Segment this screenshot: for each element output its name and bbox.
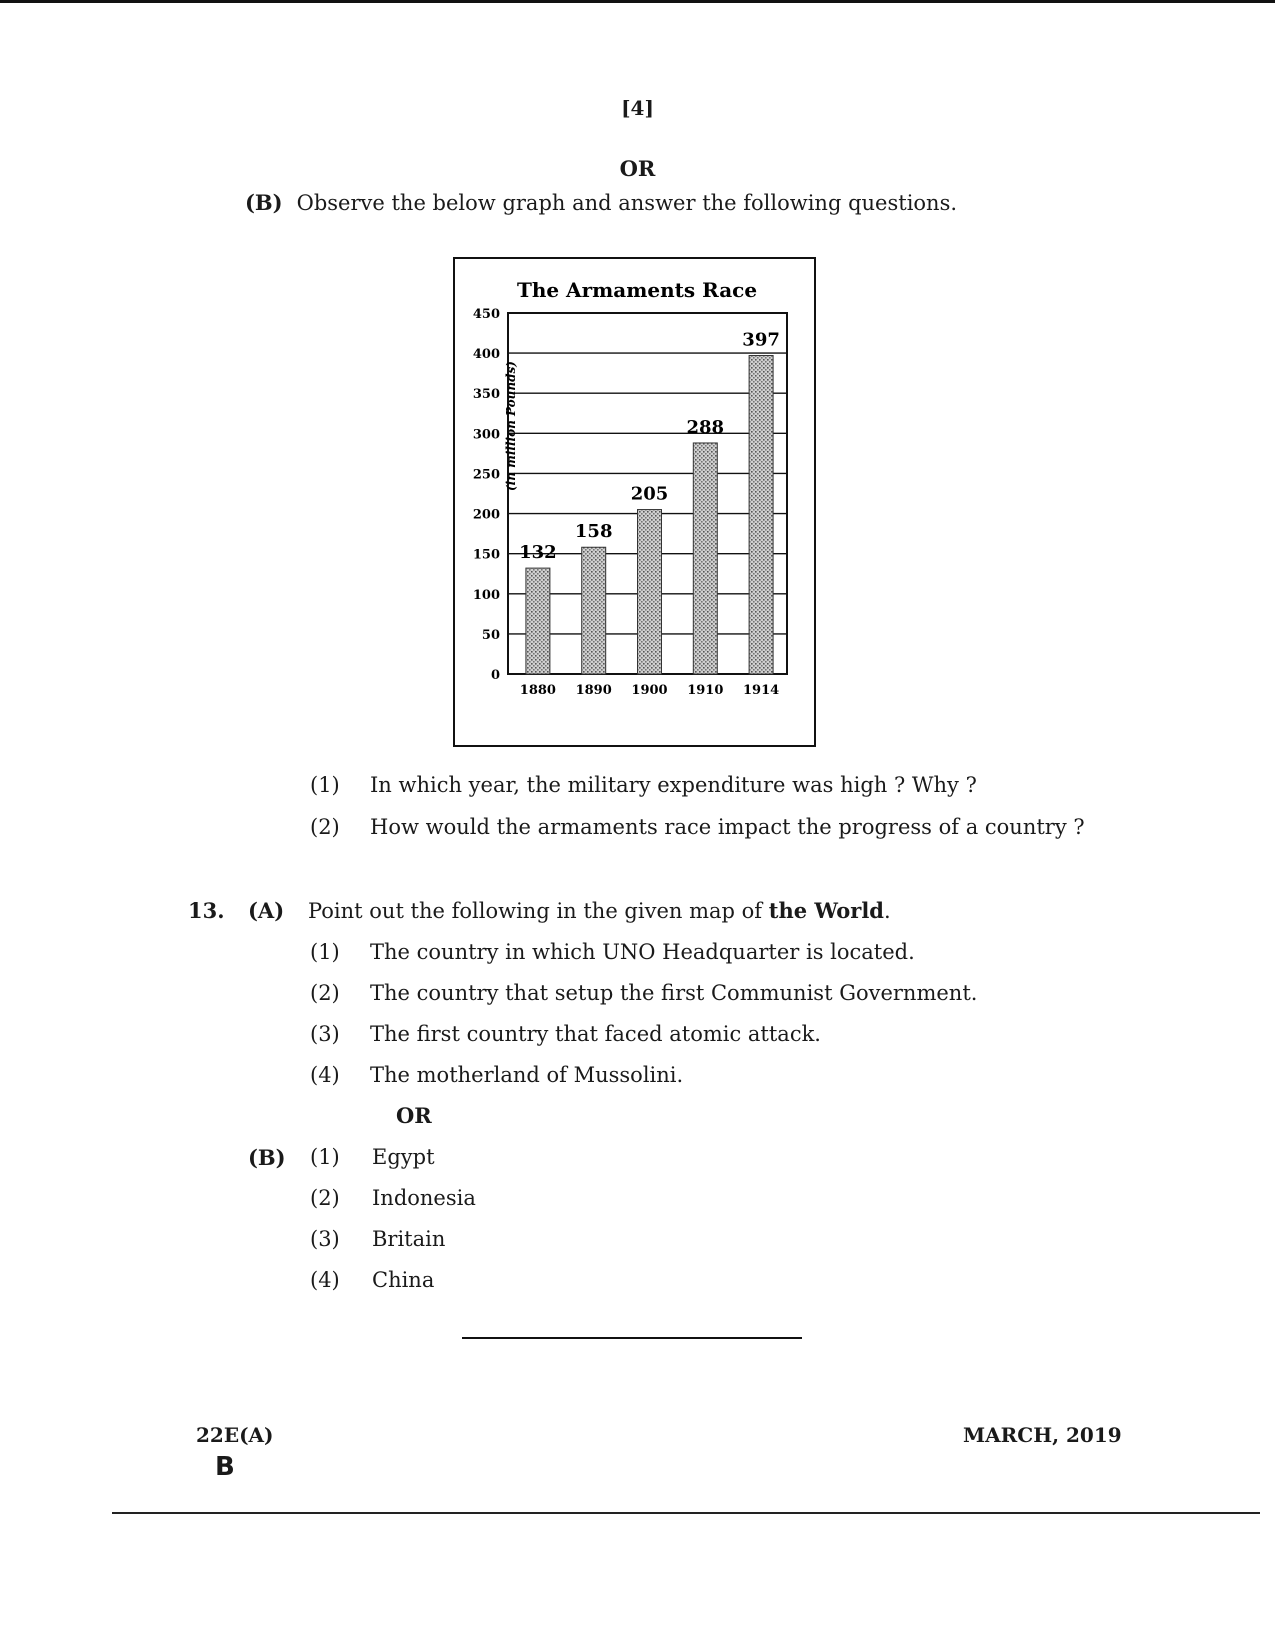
- chart-value-label: 205: [630, 483, 669, 505]
- q13-b-item-4-text: China: [372, 1268, 435, 1292]
- chart-y-tick-label: 400: [472, 347, 500, 363]
- chart-x-ticks: [520, 683, 779, 698]
- page-number: [4]: [621, 96, 654, 120]
- chart-x-tick-label: 1910: [687, 683, 724, 698]
- chart-x-tick-label: 1900: [631, 683, 668, 698]
- chart-y-tick-label: 450: [472, 307, 500, 322]
- chart-value-label: 158: [574, 521, 613, 543]
- question-13-number: 13.: [188, 898, 225, 923]
- section-b-label: (B): [245, 190, 283, 215]
- chart-question-2-text: How would the armaments race impact the progress of a country ?: [370, 815, 1085, 839]
- chart-y-tick-label: 300: [472, 427, 500, 443]
- q13-a-item-4-num: (4): [310, 1063, 340, 1087]
- q13-b-item-3-num: (3): [310, 1227, 340, 1251]
- chart-question-1-num: (1): [310, 773, 340, 797]
- chart-y-tick-label: 200: [472, 507, 500, 523]
- chart-x-tick-label: 1914: [743, 683, 780, 698]
- chart-value-label: 132: [519, 542, 557, 564]
- chart-y-tick-label: 50: [481, 627, 500, 643]
- chart-bar: [693, 443, 717, 674]
- question-13-part-a-instruction: [308, 898, 891, 923]
- end-of-section-rule: [462, 1337, 802, 1339]
- chart-x-tick-label: 1890: [575, 683, 612, 698]
- footer-paper-code: 22E(A): [196, 1423, 274, 1447]
- chart-bar: [582, 547, 606, 674]
- chart-y-tick-label: 0: [490, 668, 500, 683]
- q13-part-b-label: (B): [248, 1145, 286, 1170]
- chart-title: The Armaments Race: [516, 278, 758, 302]
- section-b-text: Observe the below graph and answer the following questions.: [296, 191, 958, 215]
- q13-b-item-3-text: Britain: [372, 1227, 446, 1251]
- chart-x-tick-label: 1880: [519, 683, 556, 698]
- question-13-part-a-label: (A): [248, 898, 285, 923]
- chart-value-label: 397: [742, 329, 780, 351]
- or-separator: OR: [619, 156, 656, 181]
- chart-svg: [455, 259, 814, 745]
- armaments-chart: [453, 257, 816, 747]
- q13-a-item-1-num: (1): [310, 940, 340, 964]
- chart-bars: [526, 356, 773, 674]
- q13-a-item-1-text: The country in which UNO Headquarter is located.: [370, 940, 915, 964]
- chart-y-tick-label: 100: [472, 587, 500, 603]
- q13-a-item-4-text: The motherland of Mussolini.: [370, 1063, 684, 1087]
- chart-value-label: 288: [686, 416, 725, 438]
- chart-y-axis-label: (in million Pounds): [504, 361, 518, 491]
- chart-y-ticks: [473, 307, 500, 683]
- footer-set-letter: B: [215, 1452, 235, 1482]
- q13-a-item-3-text: The first country that faced atomic attack.: [370, 1022, 821, 1046]
- question-13-part-a-bold: the World: [768, 898, 884, 923]
- question-13-part-a-end: .: [884, 899, 891, 923]
- chart-question-2-num: (2): [310, 815, 340, 839]
- chart-bar: [526, 568, 550, 674]
- chart-y-tick-label: 150: [472, 547, 500, 563]
- section-b-instruction: [245, 190, 957, 215]
- q13-a-item-2-num: (2): [310, 981, 340, 1005]
- q13-b-item-1-num: (1): [310, 1145, 340, 1169]
- footer-exam-date: MARCH, 2019: [963, 1423, 1122, 1447]
- chart-y-tick-label: 250: [472, 467, 500, 483]
- q13-a-item-2-text: The country that setup the first Communist Government.: [370, 981, 978, 1005]
- q13-a-item-3-num: (3): [310, 1022, 340, 1046]
- chart-bar: [749, 356, 773, 674]
- chart-y-tick-label: 350: [472, 387, 500, 403]
- q13-b-item-4-num: (4): [310, 1268, 340, 1292]
- bottom-border-line: [112, 1512, 1260, 1514]
- q13-b-item-1-text: Egypt: [372, 1145, 435, 1169]
- chart-bar: [638, 510, 662, 674]
- q13-b-item-2-text: Indonesia: [372, 1186, 476, 1210]
- top-border-line: [0, 0, 1275, 3]
- chart-question-1-text: In which year, the military expenditure was high ? Why ?: [370, 773, 977, 797]
- question-13-part-a-text: Point out the following in the given map of: [308, 899, 763, 923]
- q13-or-separator: OR: [396, 1103, 432, 1128]
- q13-b-item-2-num: (2): [310, 1186, 340, 1210]
